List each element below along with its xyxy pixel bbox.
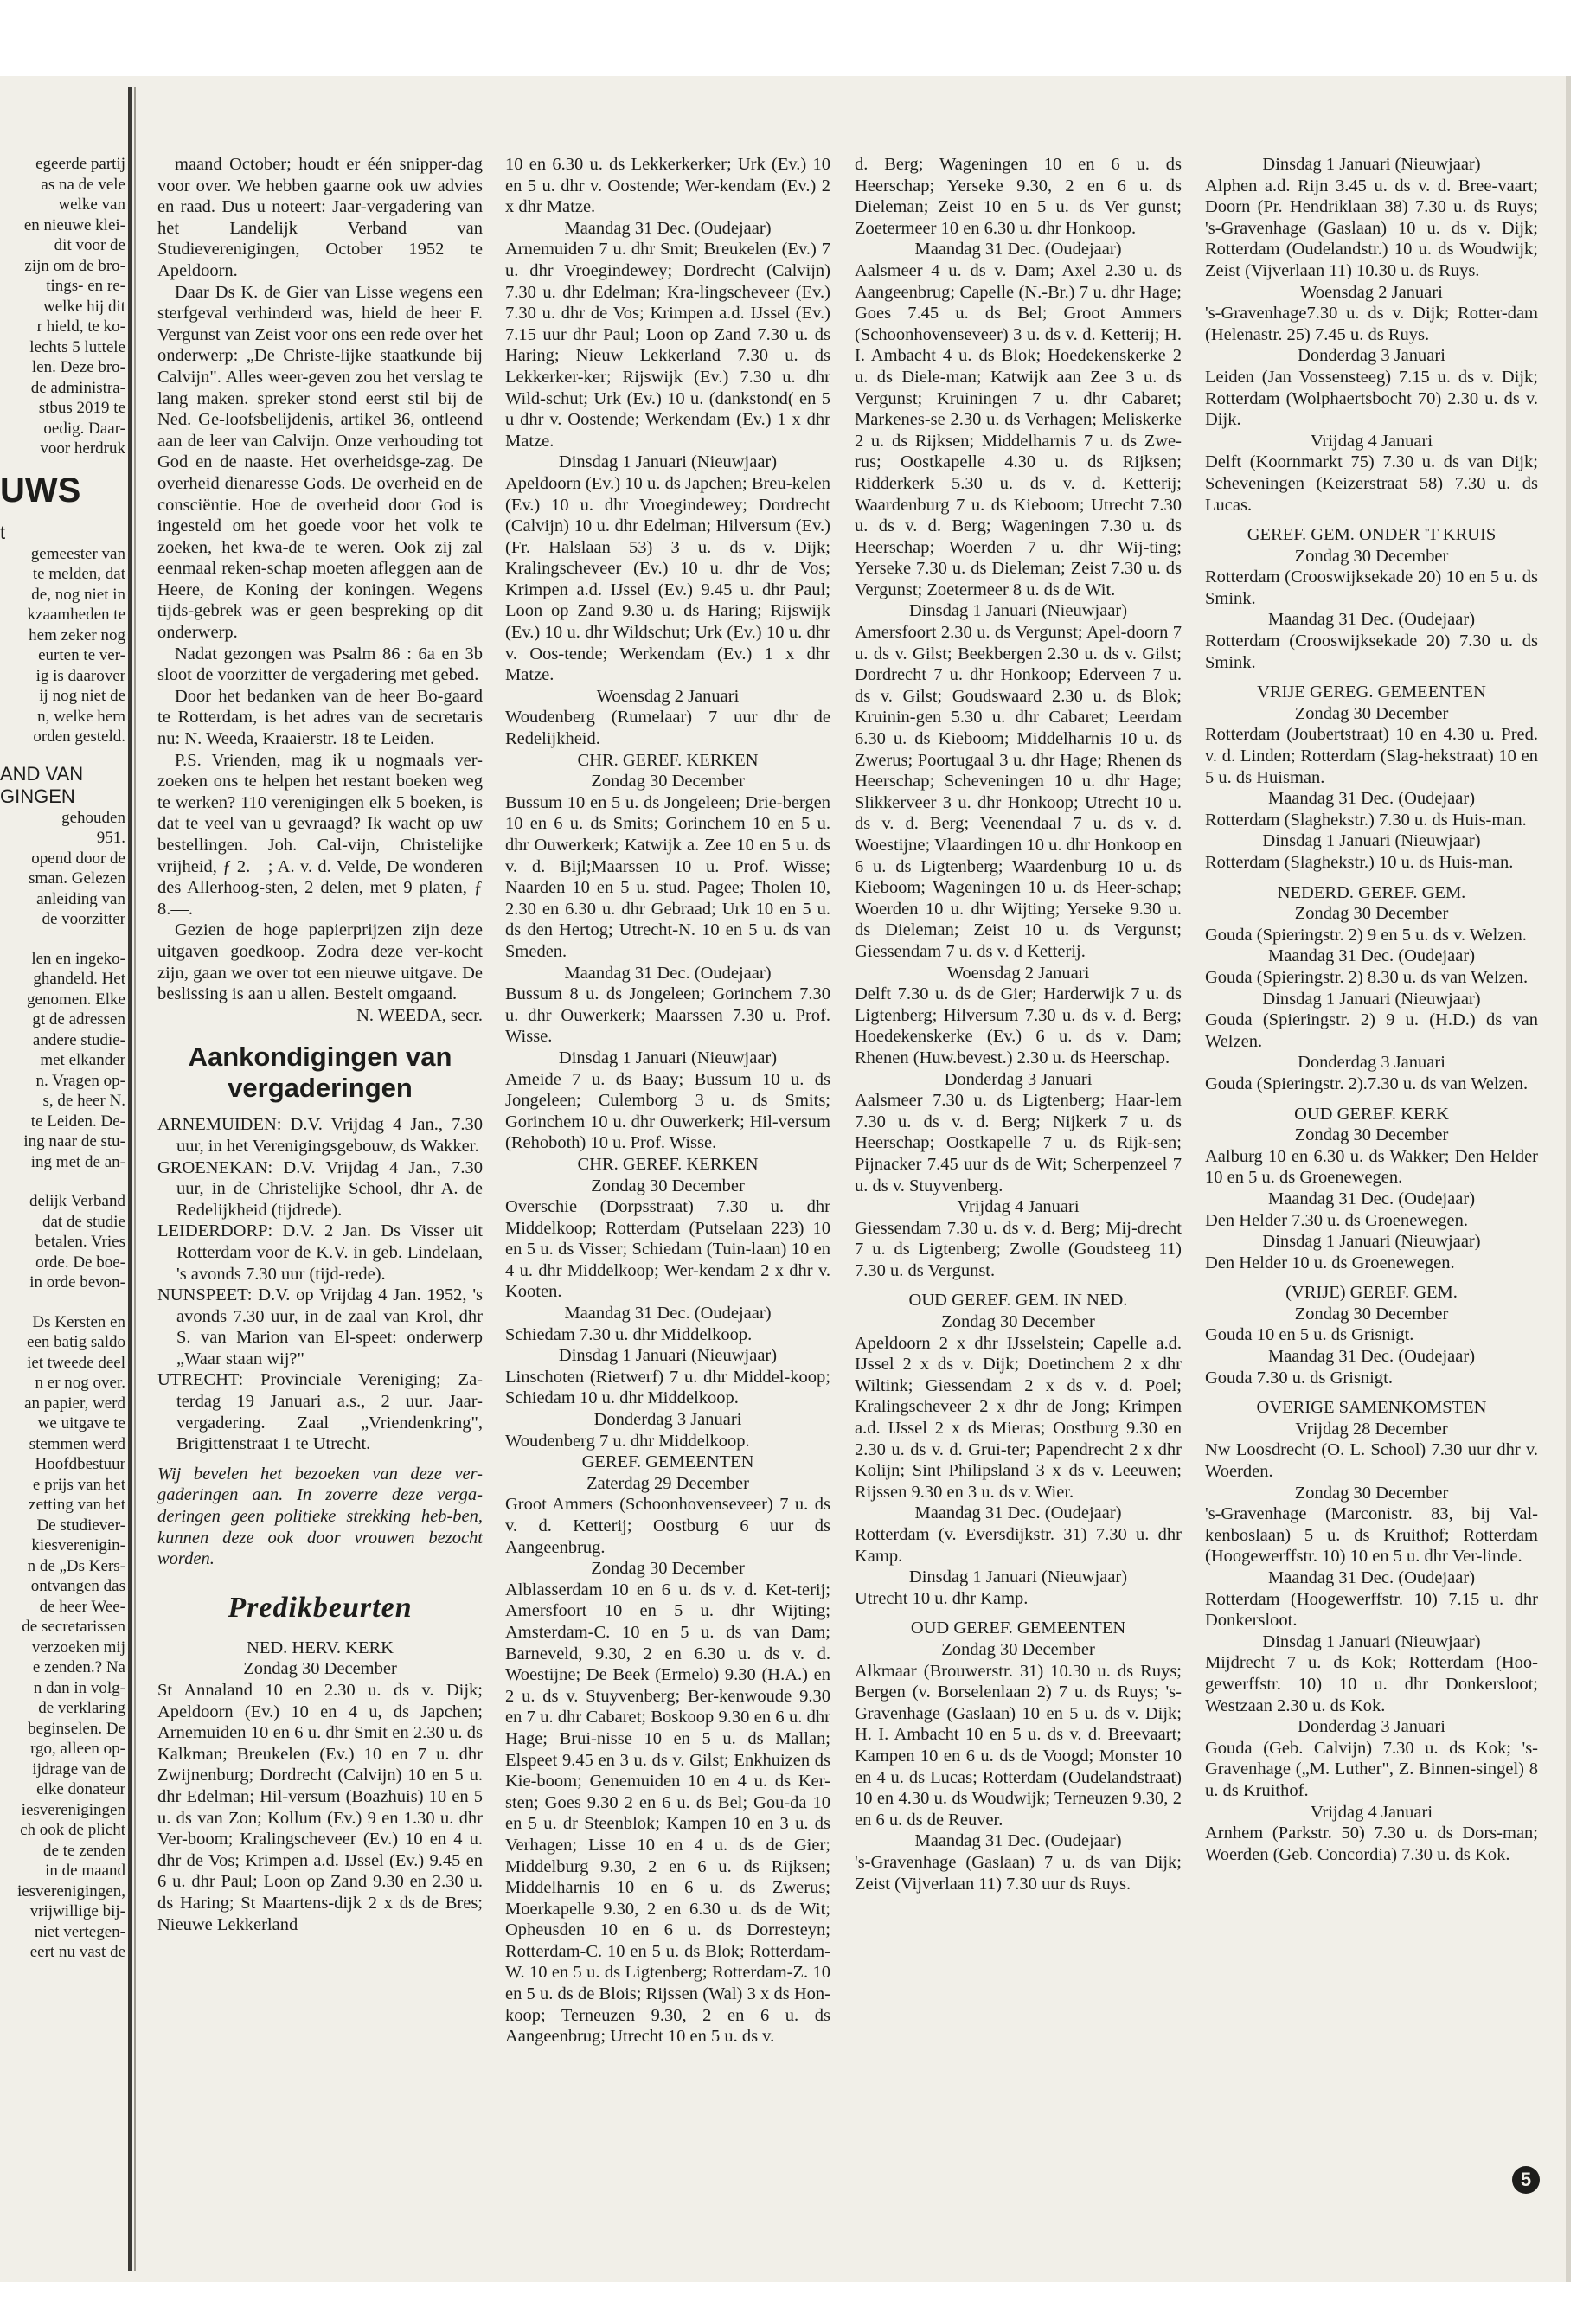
fragment-line: n dan in volg- bbox=[33, 1678, 125, 1697]
fragment-line: gehouden bbox=[61, 808, 125, 827]
date-heading: Dinsdag 1 Januari (Nieuwjaar) bbox=[908, 601, 1128, 621]
announcement: NUNSPEET: D.V. op Vrijdag 4 Jan. 1952, 's avonds 7.30 uur, in de zaal van Krol, dhr S. van Marion van El-speet: onderwerp „Waar staan wij?" bbox=[157, 1285, 483, 1368]
fragment-line: anleiding van bbox=[36, 889, 125, 908]
announcements-heading: Aankondigingen van vergaderingen bbox=[188, 1042, 452, 1104]
fragment-line: dit voor de bbox=[54, 236, 125, 254]
service-list: Aalsmeer 7.30 u. ds Ligtenberg; Haar-lem 7.30 u. ds v. d. Berg; Nijkerk 7 u. ds Heerschap; Oostkapelle 7 u. ds Rijk-sen; Pijnacker 7.45 uur ds de Wit; Scherpenzeel 7 u. ds v. Stuyvenberg. bbox=[855, 1091, 1182, 1195]
date-heading: Zondag 30 December bbox=[941, 1639, 1095, 1659]
service-list: Rotterdam (Crooswijksekade 20) 7.30 u. ds Smink. bbox=[1205, 631, 1538, 672]
date-heading: Dinsdag 1 Januari (Nieuwjaar) bbox=[1262, 155, 1481, 174]
paragraph: P.S. Vrienden, mag ik u nogmaals ver-zoeken ons te helpen het restant boeken weg te werken? 110 verenigingen elk 5 boeken, is dat te veel van u gevraagd? Ik wacht op uw bestellingen. Joh. Cal-vijn, Christelijke vrijheid, ƒ 2.—; A. v. d. Velde, De wonderen des Allerhoog-sten, 2 delen, met 9 platen, ƒ 8.—. bbox=[157, 750, 483, 919]
service-list: Woudenberg (Rumelaar) 7 uur dhr de Redelijkheid. bbox=[505, 708, 830, 749]
service-list: Bussum 8 u. ds Jongeleen; Gorinchem 7.30 u. dhr Ouwerkerk; Maarssen 7.30 u. Prof. Wisse. bbox=[505, 984, 830, 1047]
italic-note: Wij bevelen het bezoeken van deze ver-gaderingen aan. In zoverre deze verga-deringen geen politieke strekking heb-ben, kunnen deze ook door vrouwen bezocht worden. bbox=[157, 1464, 483, 1569]
fragment-line: zijn om de bro- bbox=[24, 256, 125, 275]
service-list: Arnemuiden 7 u. dhr Smit; Breukelen (Ev.) 7 u. dhr Vroegindewey; Dordrecht (Calvijn) 7.30 u. dhr Edelman; Kra-lingscheveer (Ev.) 7.30 u. dhr de Vos; Krimpen a.d. IJssel (Ev.) 7.15 uur dhr Paul; Loon op Zand 7.30 u. ds Haring; Nieuw Lekkerland 7.30 u. ds Lekkerker-ker; Rijswijk (Ev.) 7.30 u. dhr Wild-schut; Urk (Ev.) 10 u. (dankstond( en 5 u dhr v. Oostende; Werkendam (Ev.) 1 x dhr Matze. bbox=[505, 240, 830, 451]
fragment-line: verzoeken mij bbox=[31, 1638, 125, 1657]
fragment-line: n. Vragen op- bbox=[35, 1071, 125, 1090]
date-heading: Maandag 31 Dec. (Oudejaar) bbox=[1267, 946, 1476, 966]
fragment-line: eurten te ver- bbox=[38, 646, 125, 664]
service-list: Groot Ammers (Schoonhovenseveer) 7 u. ds v. d. Ketterij; Oostburg 6 uur ds Aangeenbrug. bbox=[505, 1495, 830, 1557]
date-heading: Maandag 31 Dec. (Oudejaar) bbox=[564, 1304, 772, 1324]
service-list: Alblasserdam 10 en 6 u. ds v. d. Ket-terij; Amersfoort 10 en 5 u. dhr Wijting; Amsterdam-C. 10 en 5 u. ds van Dam; Barneveld, 9.30, 2 en 6.30 u. ds v. d. Woestijne; De Beek (Ermelo) 9.30 (H.A.) en 2 u. ds v. Stuyvenberg; Ber-kenwoude 9.30 en 7 u. dhr Cabaret; Boskoop 9.30 en 6 u. dhr Hage; Brui-nisse 10 en 5 u. ds Mallan; Elspeet 9.45 en 3 u. ds v. Gilst; Enkhuizen ds Kie-boom; Genemuiden 10 en 4 u. ds Ker-sten; Goes 9.30 2 en 6 u. ds Bel; Gou-da 10 en 5 u. dr Steenblok; Kampen 10 en 3 u. ds Verhagen; Lisse 10 en 4 u. ds de Gier; Middelburg 9.30, 2 en 6 u. ds Rijksen; Middelharnis 10 en 6 u. ds Zwerus; Moerkapelle 9.30, 2 en 6.30 u. ds de Wit; Opheusden 10 en 6 u. ds Dorresteyn; Rotterdam-C. 10 en 5 u. ds Blok; Rotterdam-W. 10 en 5 u. ds Ligtenberg; Rotterdam-Z. 10 en 5 u. ds de Blois; Rijssen (Wal) 3 x ds Hon-koop; Terneuzen 9.30, 2 en 6 u. ds Aangeenbrug; Utrecht 10 en 5 u. ds v. bbox=[505, 1580, 830, 2047]
date-heading: Dinsdag 1 Januari (Nieuwjaar) bbox=[1262, 1631, 1481, 1651]
fragment-line: iet tweede deel bbox=[27, 1353, 125, 1372]
service-list: Aalsmeer 4 u. ds v. Dam; Axel 2.30 u. ds Aangeenbrug; Capelle (N.-Br.) 7 u. dhr Hage; Goes 7.45 u. ds Bel; Groot Ammers (Schoonhovenseveer) 3 u. ds v. d. Ketterij; H. I. Ambacht 4 u. ds Blok; Hoedekenskerke 2 u. ds Diele-man; Katwijk aan Zee 3 u. ds Vergunst; Kruiningen 7 u. dhr Cabaret; Markenes-se 2.30 u. ds Verhagen; Meliskerke 2 u. ds Rijksen; Middelharnis 7 u. ds Zwe-rus; Oostkapelle 4.30 u. ds Rijksen; Ridderkerk 5.30 u. ds v. d. Ketterij; Waardenburg 7 u. ds Kieboom; Utrecht 7.30 u. ds v. d. Berg; Wageningen 7.30 u. ds Heerschap; Woerden 7 u. dhr Wij-ting; Yerseke 7.30 u. ds Dieleman; Zeist 7.30 u. ds Vergunst; Zoetermeer 8 u. ds de Wit. bbox=[855, 260, 1182, 599]
fragment-line: vrijwillige bij- bbox=[29, 1902, 125, 1920]
service-list: Delft 7.30 u. ds de Gier; Harderwijk 7 u. ds Ligtenberg; Hilversum 7.30 u. ds v. d. Berg; Hoedekenskerke (Ev.) 6 u. ds v. Dam; Rhenen (Huw.bevest.) 2.30 u. ds Heerschap. bbox=[855, 984, 1182, 1067]
date-heading: Donderdag 3 Januari bbox=[593, 1410, 742, 1430]
service-list: Bussum 10 en 5 u. ds Jongeleen; Drie-bergen 10 en 6 u. ds Smits; Gorinchem 10 en 5 u. dhr Ouwerkerk; Katwijk a. Zee 10 en 5 u. ds v. d. Bijl;Maarssen 10 u. Prof. Wisse; Naarden 10 en 5 u. stud. Pagee; Tholen 10, 2.30 en 6.30 u. dhr Gebraad; Urk 10 en 5 u. ds den Hertog; Utrecht-N. 10 en 5 u. ds van Smeden. bbox=[505, 792, 830, 961]
date-heading: Vrijdag 4 Januari bbox=[1310, 1802, 1433, 1822]
date-heading: Zaterdag 29 December bbox=[586, 1473, 749, 1493]
fragment-line: kzaamheden te bbox=[27, 606, 125, 624]
fragment-line: 951. bbox=[96, 829, 125, 847]
column-4 bbox=[1205, 154, 1538, 2135]
date-heading: Dinsdag 1 Januari (Nieuwjaar) bbox=[1262, 831, 1481, 851]
date-heading: Vrijdag 4 Januari bbox=[957, 1197, 1080, 1217]
fragment-line: rgo, alleen op- bbox=[30, 1740, 125, 1758]
service-list: Nw Loosdrecht (O. L. School) 7.30 uur dhr v. Woerden. bbox=[1205, 1440, 1538, 1482]
page-number: 5 bbox=[1512, 2166, 1540, 2194]
fragment-line: de voorzitter bbox=[42, 910, 125, 928]
fragment-line: opend door de bbox=[31, 849, 125, 868]
date-heading: Zondag 30 December bbox=[1294, 546, 1449, 566]
date-heading: Maandag 31 Dec. (Oudejaar) bbox=[564, 218, 772, 238]
service-list: Rotterdam (Slaghekstr.) 7.30 u. ds Huis-man. bbox=[1205, 810, 1527, 830]
fragment-line: ing met de an- bbox=[30, 1152, 125, 1171]
fragment-line: andere studie- bbox=[32, 1030, 125, 1049]
fragment-heading: UWS bbox=[0, 471, 81, 510]
date-heading: Dinsdag 1 Januari (Nieuwjaar) bbox=[558, 1048, 778, 1067]
service-list: Delft (Koornmarkt 75) 7.30 u. ds van Dijk; Scheveningen (Keizerstraat 58) 7.30 u. ds Lucas. bbox=[1205, 452, 1538, 515]
fragment-heading: AND VAN bbox=[0, 762, 84, 785]
service-list: Amersfoort 2.30 u. ds Vergunst; Apel-doorn 7 u. ds v. Gilst; Beekbergen 2.30 u. ds v. Gilst; Dordrecht 7 u. dhr Honkoop; Ederveen 7 u. ds v. Gilst; Goudswaard 2.30 u. ds Blok; Kruinin-gen 5.30 u. dhr Cabaret; Leerdam 6.30 u. ds Kieboom; Middelharnis 10 u. ds Zwerus; Poortugaal 3 u. dhr Hage; Rhenen ds Heerschap; Scheveningen 10 u. dhr Hage; Slikkerveer 3 u. dhr Honkoop; Utrecht 10 u. ds v. d. Berg; Veenendaal 7 u. ds v. d. Woestijne; Vlaardingen 10 u. dhr Honkoop en 6 u. ds Ligtenberg; Waardenburg 10 u. ds Kieboom; Wageningen 10 u. ds Heer-schap; Woerden 10 u. dhr Wijting; Yerseke 9.30 u. ds Dieleman; Zeist 10 u. ds Vergunst; Giessendam 7 u. ds v. d Ketterij. bbox=[855, 623, 1182, 961]
fragment-line: gemeester van bbox=[30, 544, 125, 563]
service-list: Gouda 7.30 u. ds Grisnigt. bbox=[1205, 1368, 1393, 1388]
church-heading: NEDERD. GEREF. GEM. bbox=[1277, 882, 1466, 902]
service-list: Rotterdam (Crooswijksekade 20) 10 en 5 u. ds Smink. bbox=[1205, 567, 1538, 608]
church-heading: GEREF. GEM. ONDER 'T KRUIS bbox=[1247, 525, 1497, 545]
fragment-line: ing naar de stu- bbox=[23, 1132, 125, 1150]
church-heading: OUD GEREF. GEMEENTEN bbox=[910, 1618, 1126, 1638]
church-heading: OVERIGE SAMENKOMSTEN bbox=[1256, 1398, 1487, 1418]
fragment-line: egeerde partij bbox=[35, 155, 125, 173]
fragment-line: r hield, te ko- bbox=[36, 317, 125, 336]
announcement: ARNEMUIDEN: D.V. Vrijdag 4 Jan., 7.30 uur, in het Verenigingsgebouw, ds Wakker. bbox=[157, 1115, 483, 1156]
service-list: Rotterdam (Joubertstraat) 10 en 4.30 u. Pred. v. d. Linden; Rotterdam (Slag-hekstraat) 10 en 5 u. ds Huisman. bbox=[1205, 725, 1538, 787]
fragment-line: elke donateur bbox=[36, 1780, 125, 1798]
date-heading: Vrijdag 28 December bbox=[1295, 1419, 1448, 1439]
date-heading: Zondag 30 December bbox=[941, 1312, 1095, 1332]
service-list: Leiden (Jan Vossensteeg) 7.15 u. ds v. Dijk; Rotterdam (Wolphaertsbocht 70) 2.30 u. ds v. Dijk. bbox=[1205, 367, 1538, 430]
fragment-line: ij nog niet de bbox=[39, 687, 125, 705]
service-list: Utrecht 10 u. dhr Kamp. bbox=[855, 1588, 1029, 1608]
date-heading: Dinsdag 1 Januari (Nieuwjaar) bbox=[558, 1346, 778, 1366]
fragment-line: e zenden.? Na bbox=[32, 1658, 125, 1676]
column-3 bbox=[855, 154, 1182, 2135]
fragment-line: niet vertegen- bbox=[35, 1922, 125, 1941]
service-list: Ameide 7 u. ds Baay; Bussum 10 u. ds Jongeleen; Culemborg 3 u. ds Smits; Gorinchem 10 u. dhr Ouwerkerk; Hil-versum (Rehoboth) 10 u. Prof. Wisse. bbox=[505, 1069, 830, 1153]
date-heading: Zondag 30 December bbox=[591, 772, 745, 792]
binding-fold-shadow bbox=[134, 87, 136, 2271]
church-heading: CHR. GEREF. KERKEN bbox=[577, 1154, 759, 1174]
paragraph: Nadat gezongen was Psalm 86 : 6a en 3b sloot de voorzitter de vergadering met gebed. bbox=[157, 644, 483, 685]
fragment-line: in de maand bbox=[45, 1862, 125, 1880]
service-list: Alphen a.d. Rijn 3.45 u. ds v. d. Bree-vaart; Doorn (Pr. Hendriklaan 38) 7.30 u. ds Ruys; 's-Gravenhage (Gaslaan) 10 u. ds v. Dijk; Rotterdam (Oudelandstr.) 10 u. ds Woudwijk; Zeist (Vijverlaan 11) 10.30 u. ds Ruys. bbox=[1205, 176, 1538, 280]
date-heading: Maandag 31 Dec. (Oudejaar) bbox=[914, 1503, 1122, 1523]
fragment-line: we uitgave te bbox=[37, 1414, 125, 1433]
fragment-line: zetting van het bbox=[29, 1496, 125, 1514]
date-heading: Zondag 30 December bbox=[1294, 703, 1449, 723]
date-heading: Zondag 30 December bbox=[243, 1659, 397, 1679]
fragment-line: ghandeld. Het bbox=[33, 970, 125, 988]
date-heading: Donderdag 3 Januari bbox=[1298, 346, 1445, 366]
fragment-line: hem zeker nog bbox=[29, 625, 125, 644]
paragraph: Door het bedanken van de heer Bo-gaard te Rotterdam, is het adres van de secretaris nu: N. Weeda, Kraaierstr. 18 te Leiden. bbox=[157, 686, 483, 749]
date-heading: Maandag 31 Dec. (Oudejaar) bbox=[1267, 1568, 1476, 1587]
paragraph: maand October; houdt er één snipper-dag voor over. We hebben gaarne ook uw advies en raad. Dus u noteert: Jaar-vergadering van het Landelijk Verband van Studieverenigingen, October 1952 te Apeldoorn. bbox=[157, 155, 483, 280]
fragment-line: ch ook de plicht bbox=[20, 1821, 125, 1839]
date-heading: Woensdag 2 Januari bbox=[946, 963, 1090, 983]
fragment-line: n er nog over. bbox=[35, 1374, 125, 1392]
date-heading: Zondag 30 December bbox=[1294, 1125, 1449, 1145]
date-heading: Dinsdag 1 Januari (Nieuwjaar) bbox=[558, 452, 778, 472]
column-1 bbox=[157, 154, 483, 2135]
fragment-line: ijdrage van de bbox=[32, 1759, 125, 1779]
fragment-line: de secretarissen bbox=[22, 1618, 125, 1636]
date-heading: Woensdag 2 Januari bbox=[1300, 282, 1443, 302]
church-heading: GEREF. GEMEENTEN bbox=[581, 1452, 754, 1472]
date-heading: Vrijdag 4 Januari bbox=[1310, 431, 1433, 451]
service-list: Alkmaar (Brouwerstr. 31) 10.30 u. ds Ruys; Bergen (v. Borselenlaan 2) 7 u. ds Ruys; 's-Gravenhage (Gaslaan) 10 en 5 u. ds v. Dijk; H. I. Ambacht 10 en 5 u. ds v. d. Breevaart; Kampen 10 en 6 u. ds de Voogd; Monster 10 en 4 u. ds Lucas; Rotterdam (Oudelandstraat) 10 en 4.30 u. ds Woudwijk; Terneuzen 9.30, 2 en 6 u. ds de Reuver. bbox=[855, 1661, 1182, 1830]
church-heading: (VRIJE) GEREF. GEM. bbox=[1285, 1283, 1458, 1303]
fragment-heading: GINGEN bbox=[0, 785, 75, 807]
church-heading: OUD GEREF. GEM. IN NED. bbox=[908, 1291, 1128, 1311]
fragment-line: een batig saldo bbox=[27, 1333, 125, 1351]
church-heading: OUD GEREF. KERK bbox=[1294, 1104, 1449, 1124]
fragment-line: sman. Gelezen bbox=[29, 869, 125, 888]
service-list: Gouda (Spieringstr. 2) 9 en 5 u. ds v. Welzen. bbox=[1205, 925, 1527, 945]
fragment-line: te melden, dat bbox=[32, 565, 125, 583]
fragment-line: ig is daarover bbox=[35, 666, 125, 685]
fragment-line: voor herdruk bbox=[40, 439, 125, 458]
service-list: 10 en 6.30 u. ds Lekkerkerker; Urk (Ev.) 10 en 5 u. dhr v. Oostende; Wer-kendam (Ev.) 2 x dhr Matze. bbox=[505, 155, 830, 217]
fragment-line: stbus 2019 te bbox=[38, 399, 125, 417]
date-heading: Dinsdag 1 Januari (Nieuwjaar) bbox=[908, 1567, 1128, 1587]
service-list: Arnhem (Parkstr. 50) 7.30 u. ds Dors-man; Woerden (Geb. Concordia) 7.30 u. ds Kok. bbox=[1205, 1823, 1538, 1864]
fragment-line: stemmen werd bbox=[29, 1434, 125, 1453]
date-heading: Zondag 30 December bbox=[591, 1176, 745, 1195]
fragment-line: len. Deze bro- bbox=[31, 358, 125, 376]
fragment-line: eert nu vast de bbox=[29, 1943, 125, 1961]
signature: N. WEEDA, secr. bbox=[356, 1005, 483, 1025]
date-heading: Donderdag 3 Januari bbox=[944, 1069, 1093, 1089]
service-list: Rotterdam (v. Eversdijkstr. 31) 7.30 u. dhr Kamp. bbox=[855, 1525, 1182, 1566]
service-list: Mijdrecht 7 u. ds Kok; Rotterdam (Hoo-gewerffstr. 10) 10 u. dhr Donkersloot; Westzaan 2.30 u. ds Kok. bbox=[1205, 1653, 1538, 1715]
paragraph: Gezien de hoge papierprijzen zijn deze uitgaven goedkoop. Zodra deze ver-kocht zijn, gaan we over tot een nieuwe uitgave. De beslissing is aan u allen. Bestelt omgaand. bbox=[157, 920, 483, 1004]
fragment-line: Ds Kersten en bbox=[32, 1312, 125, 1331]
service-list: Woudenberg 7 u. dhr Middelkoop. bbox=[505, 1431, 750, 1451]
service-list: 's-Gravenhage (Marconistr. 83, bij Val-kenboslaan) 5 u. ds Kruithof; Rotterdam (Hoogewerffstr. 10) 10 en 5 u. dhr Ver-linde. bbox=[1205, 1504, 1538, 1567]
fragment-line: de verklaring bbox=[38, 1699, 125, 1717]
announcement: LEIDERDORP: D.V. 2 Jan. Ds Visser uit Rotterdam voor de K.V. in geb. Lindelaan, 's avonds 7.30 uur (tijd-rede). bbox=[157, 1221, 483, 1284]
fragment-line: de te zenden bbox=[43, 1841, 125, 1860]
church-heading: CHR. GEREF. KERKEN bbox=[577, 750, 759, 770]
fragment-line: len en ingeko- bbox=[31, 949, 125, 968]
date-heading: Maandag 31 Dec. (Oudejaar) bbox=[914, 240, 1122, 260]
date-heading: Maandag 31 Dec. (Oudejaar) bbox=[1267, 610, 1476, 630]
fragment-line: en nieuwe klei- bbox=[23, 215, 125, 234]
service-list: Rotterdam (Slaghekstr.) 10 u. ds Huis-man. bbox=[1205, 853, 1514, 872]
date-heading: Maandag 31 Dec. (Oudejaar) bbox=[1267, 1347, 1476, 1367]
binding-fold bbox=[128, 87, 132, 2271]
service-list: St Annaland 10 en 2.30 u. ds v. Dijk; Apeldoorn (Ev.) 10 en 4 u, ds Japchen; Arnemuiden 10 en 6 u. dhr Smit en 2.30 u. ds Kalkman; Breukelen (Ev.) 10 en 7 u. dhr Zwijnenburg; Dordrecht (Calvijn) 10 en 5 u. dhr Edelman; Hil-versum (Boazhuis) 10 en 5 u. ds van Zon; Kollum (Ev.) 9 en 1.30 u. dhr Ver-boom; Kralingscheveer (Ev.) 10 en 4 u. dhr de Vos; Krimpen a.d. IJssel (Ev.) 9.45 en 6 u. dhr Paul; Loon op Zand 9.30 en 2.30 u. ds Haring; St Maartens-dijk 2 x ds de Bres; Nieuwe Lekkerland bbox=[157, 1681, 483, 1934]
church-heading: NED. HERV. KERK bbox=[247, 1638, 394, 1657]
fragment-line: de, nog niet in bbox=[31, 585, 125, 604]
fragment-line: n de „Ds Kers- bbox=[27, 1556, 125, 1575]
fragment-line: s, de heer N. bbox=[42, 1092, 125, 1110]
fragment-line: De studiever- bbox=[36, 1516, 125, 1535]
fragment-line: lechts 5 luttele bbox=[29, 337, 125, 356]
predikbeurten-heading: Predikbeurten bbox=[228, 1591, 413, 1624]
fragment-line: n, welke hem bbox=[37, 707, 125, 726]
fragment-line: iesverenigingen, bbox=[16, 1881, 125, 1900]
fragment-line: orde. De boe- bbox=[35, 1253, 125, 1272]
date-heading: Maandag 31 Dec. (Oudejaar) bbox=[914, 1831, 1122, 1851]
service-list: Gouda (Geb. Calvijn) 7.30 u. ds Kok; 's-Gravenhage („M. Luther", Z. Binnen-singel) 8 u. ds Kruithof. bbox=[1205, 1738, 1538, 1800]
page-edge bbox=[1566, 76, 1571, 2282]
left-fragment-column bbox=[0, 154, 125, 2135]
date-heading: Maandag 31 Dec. (Oudejaar) bbox=[564, 963, 772, 983]
service-list: Den Helder 10 u. ds Groenewegen. bbox=[1205, 1253, 1455, 1272]
service-list: Den Helder 7.30 u. ds Groenewegen. bbox=[1205, 1210, 1468, 1230]
fragment-line: genomen. Elke bbox=[27, 990, 125, 1009]
date-heading: Woensdag 2 Januari bbox=[596, 686, 740, 706]
fragment-line: iesverenigingen bbox=[21, 1800, 125, 1819]
fragment-line: welke van bbox=[58, 195, 125, 214]
service-list: Schiedam 7.30 u. dhr Middelkoop. bbox=[505, 1324, 753, 1344]
church-heading: VRIJE GEREG. GEMEENTEN bbox=[1257, 683, 1486, 702]
date-heading: Dinsdag 1 Januari (Nieuwjaar) bbox=[1262, 989, 1481, 1009]
fragment-line: te Leiden. De- bbox=[30, 1112, 125, 1131]
date-heading: Maandag 31 Dec. (Oudejaar) bbox=[1267, 1189, 1476, 1208]
fragment-line: in orde bevon- bbox=[29, 1273, 125, 1292]
fragment-line: welke hij dit bbox=[43, 297, 125, 316]
service-list: 's-Gravenhage (Gaslaan) 7 u. ds van Dijk; Zeist (Vijverlaan 11) 7.30 uur ds Ruys. bbox=[855, 1852, 1182, 1894]
fragment-line: an papier, werd bbox=[24, 1394, 125, 1413]
service-list: Gouda 10 en 5 u. ds Grisnigt. bbox=[1205, 1325, 1414, 1345]
fragment-line: orden gesteld. bbox=[33, 727, 125, 746]
service-list: Rotterdam (Hoogewerffstr. 10) 7.15 u. dhr Donkersloot. bbox=[1205, 1589, 1538, 1631]
fragment-line: as na de vele bbox=[41, 175, 125, 194]
date-heading: Zondag 30 December bbox=[1294, 1483, 1449, 1503]
date-heading: Donderdag 3 Januari bbox=[1298, 1053, 1445, 1073]
fragment-line: beginselen. De bbox=[28, 1719, 125, 1738]
service-list: 's-Gravenhage7.30 u. ds v. Dijk; Rotter-dam (Helenastr. 25) 7.45 u. ds Ruys. bbox=[1205, 304, 1538, 344]
fragment-heading: t bbox=[0, 521, 6, 543]
service-list: Aalburg 10 en 6.30 u. ds Wakker; Den Helder 10 en 5 u. ds Groenewegen. bbox=[1205, 1146, 1538, 1188]
service-list: d. Berg; Wageningen 10 en 6 u. ds Heerschap; Yerseke 9.30, 2 en 6 u. ds Dieleman; Zeist 10 en 5 u. ds Ver gunst; Zoetermeer 10 en 6.30 u. dhr Honkoop. bbox=[855, 155, 1182, 238]
service-list: Gouda (Spieringstr. 2).7.30 u. ds van Welzen. bbox=[1205, 1074, 1529, 1093]
fragment-line: dat de studie bbox=[42, 1212, 125, 1231]
fragment-line: gt de adressen bbox=[32, 1010, 125, 1029]
service-list: Overschie (Dorpsstraat) 7.30 u. dhr Middelkoop; Rotterdam (Putselaan 223) 10 en 5 u. ds Visser; Schiedam (Tuin-laan) 10 en 4 u. dhr Middelkoop; Wer-kendam 2 x dhr v. Kooten. bbox=[505, 1197, 830, 1302]
announcement: UTRECHT: Provinciale Vereniging; Za-terdag 19 Januari a.s., 2 uur. Jaar-vergadering. Zaal „Vriendenkring", Brigittenstraat 1 te Utrecht. bbox=[157, 1370, 483, 1454]
service-list: Apeldoorn (Ev.) 10 u. ds Japchen; Breu-kelen (Ev.) 10 u. dhr Vroegindewey; Dordrecht (Calvijn) 10 u. dhr Edelman; Hilversum (Ev.) (Fr. Halslaan 53) 3 u. ds v. Dijk; Kralingscheveer (Ev.) 10 u. dhr de Vos; Krimpen a.d. IJssel (Ev.) 9.45 u. dhr Paul; Loon op Zand 9.30 u. ds Haring; Rijswijk (Ev.) 10 u. dhr Wildschut; Urk (Ev.) 10 u. dhr v. Oos-tende; Werkendam (Ev.) 1 x dhr Matze. bbox=[505, 473, 830, 685]
paragraph: Daar Ds K. de Gier van Lisse wegens een sterfgeval verhinderd was, hield de heer F. Vergunst van Zeist voor ons een rede over het onderwerp: „De Christe-lijke staatkunde bij Calvijn". Alles weer-geven zou het verslag te lang maken. spreker stond eerst stil bij de Ned. Ge-loofsbelijdenis, artikel 36, ontleend aan de leer van Calvijn. Onze verhouding tot God en de naaste. Het overheidsge-zag. De overheid dienaresse Gods. De overheid en de consciëntie. Hoe de overheid door God is ingesteld om het goede voor het volk te zoeken, het kwa-de te weren. Ook zij zal eenmaal reken-schap moeten afleggen aan de Heere, de Koning der koningen. Wegens tijds-gebrek was er geen bespreking op dit onderwerp. bbox=[157, 282, 483, 643]
service-list: Gouda (Spieringstr. 2) 8.30 u. ds van Welzen. bbox=[1205, 967, 1529, 987]
date-heading: Zondag 30 December bbox=[591, 1559, 745, 1579]
fragment-line: Hoofdbestuur bbox=[35, 1455, 125, 1473]
service-list: Apeldoorn 2 x dhr IJsselstein; Capelle a.d. IJssel 2 x ds v. Dijk; Doetinchem 2 x dhr Wiltink; Giessendam 2 x ds v. d. Poel; Kralingscheveer 2 x dhr de Jong; Krimpen a.d. IJssel 2 x ds Mieras; Oostburg 9.30 en 2.30 u. ds v. d. Grui-ter; Papendrecht 2 x dhr Kolijn; Sint Philipsland 3 x ds v. Leeuwen; Rijssen 9.30 en 3 u. ds v. Wier. bbox=[855, 1333, 1182, 1502]
fragment-line: ontvangen das bbox=[30, 1577, 125, 1595]
fragment-line: de administra- bbox=[30, 378, 125, 397]
service-list: Linschoten (Rietwerf) 7 u. dhr Middel-koop; Schiedam 10 u. dhr Middelkoop. bbox=[505, 1367, 830, 1408]
fragment-line: delijk Verband bbox=[29, 1192, 125, 1210]
date-heading: Dinsdag 1 Januari (Nieuwjaar) bbox=[1262, 1232, 1481, 1252]
fragment-line: tings- en re- bbox=[46, 277, 125, 295]
date-heading: Donderdag 3 Januari bbox=[1298, 1717, 1445, 1737]
date-heading: Zondag 30 December bbox=[1294, 904, 1449, 924]
date-heading: Maandag 31 Dec. (Oudejaar) bbox=[1267, 789, 1476, 809]
fragment-line: betalen. Vries bbox=[35, 1233, 125, 1251]
announcement: GROENEKAN: D.V. Vrijdag 4 Jan., 7.30 uur, in de Christelijke School, dhr A. de Redelijkheid (tijdrede). bbox=[157, 1157, 483, 1220]
service-list: Giessendam 7.30 u. ds v. d. Berg; Mij-drecht 7 u. ds Ligtenberg; Zwolle (Goudsteeg 11) 7.30 u. ds Vergunst. bbox=[855, 1218, 1182, 1280]
fragment-line: met elkander bbox=[40, 1051, 125, 1069]
service-list: Gouda (Spieringstr. 2) 9 u. (H.D.) ds van Welzen. bbox=[1205, 1010, 1538, 1051]
fragment-line: kiesverenigin- bbox=[31, 1536, 125, 1554]
date-heading: Zondag 30 December bbox=[1294, 1304, 1449, 1324]
column-2 bbox=[505, 154, 830, 2135]
fragment-line: e prijs van het bbox=[32, 1475, 125, 1494]
fragment-line: de heer Wee- bbox=[39, 1597, 125, 1616]
fragment-line: oedig. Daar- bbox=[43, 419, 125, 438]
